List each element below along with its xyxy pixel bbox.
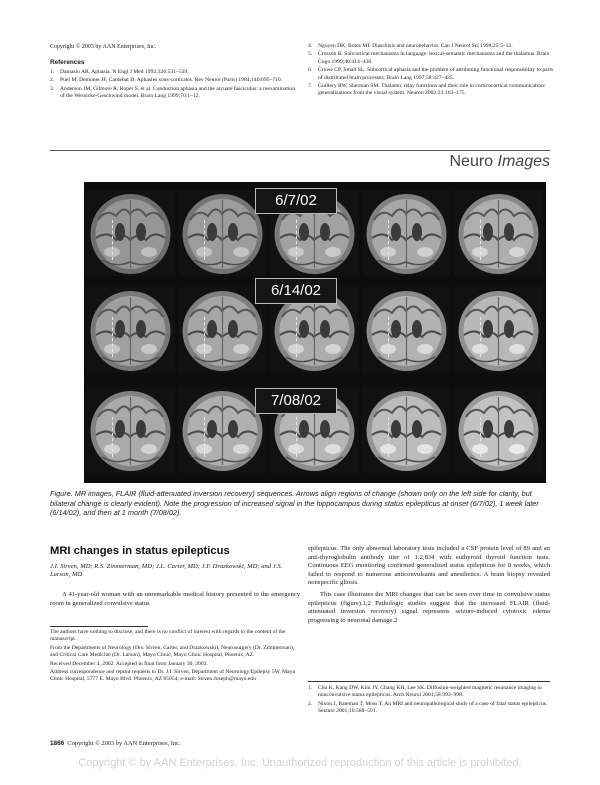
mri-slice-image (86, 387, 175, 473)
footnote-rule (50, 626, 148, 627)
alignment-arrow (204, 417, 205, 457)
footnote: Address correspondence and reprint requests to Dr. J.I. Sirven, Department of Neurology/Epilepsy 5W, Mayo Clinic Hospital, 5777 E. Mayo Blvd. Phoenix, AZ 85054; e-mail: Sirven.Joseph@mayo.edu (50, 669, 296, 683)
mri-slice-image (178, 190, 267, 276)
reference-item: 6. Crowe CP, Small SL. Subcortical aphasia and the problem of attributing functional responsibility to parts of distributed brain processes. Brain Lang 1997;58:427–435. (308, 67, 554, 81)
alignment-arrow (296, 317, 297, 357)
references-list-right (308, 43, 558, 98)
reference-item: 1. Damasio AR. Aphasia. N Engl J Med 1992;326:531–539. (50, 69, 189, 75)
top-right-column (308, 43, 558, 99)
alignment-arrow (296, 220, 297, 260)
top-left-column (50, 43, 300, 102)
footnote: The authors have nothing to disclose, and there is no conflict of interest with regards to the content of the manuscript. (50, 629, 286, 643)
alignment-arrow (112, 417, 113, 457)
mri-slice-image (454, 287, 543, 373)
page-footer (50, 740, 181, 747)
page-number: 1866 (50, 740, 65, 747)
watermark: Copyright © by AAN Enterprises, Inc. Unauthorized reproduction of this article is prohibited. (78, 757, 522, 769)
section-divider (50, 150, 550, 151)
alignment-arrow (480, 220, 481, 260)
footnotes (50, 629, 300, 685)
reference-item: 2. Puel M, Demonet JF, Cardebat D. Aphasies sous-corticales. Rev Neurol (Paris) 1984;140:695–710. (50, 77, 283, 84)
alignment-arrow (388, 417, 389, 457)
references-rule (308, 681, 550, 682)
alignment-arrow (480, 417, 481, 457)
article-body (308, 545, 550, 628)
article-title: MRI changes in status epilepticus (50, 545, 230, 557)
reference-item: 7. Guillery RW, Sherman SM. Thalamic relay functions and their role in corticocortical communication: generalizations from the visual system. Neuron 2002;33:163–175. (308, 83, 546, 97)
footer-copyright: Copyright © 2003 by AAN Enterprises, Inc. (67, 740, 181, 747)
mri-slice-image (178, 387, 267, 473)
mri-figure (84, 182, 546, 483)
mri-slice-image (86, 190, 175, 276)
date-label-2: 6/14/02 (255, 278, 337, 304)
reference-item: 1. Chu K, Kang DW, Kim JY, Chang KH, Lee SK. Diffusion-weighted magnetic resonance imaging in nonconvulsive status epilepticus. Arch Neurol 2001;58:993–998. (308, 685, 542, 699)
alignment-arrow (388, 317, 389, 357)
alignment-arrow (388, 220, 389, 260)
section-title: Neuro Images (449, 153, 550, 170)
date-label-3: 7/08/02 (255, 388, 337, 414)
alignment-arrow (296, 417, 297, 457)
mri-slice-image (362, 287, 451, 373)
body-paragraph: This case illustrates the MRI changes that can be seen over time in convulsive status epilepticus (figure).1,2 Pathologic studies suggest that the increased FLAIR (fluid-attenuated inversion recovery) signal represents seizure-induced cytotoxic edema progressing to neuronal damage.2 (308, 590, 550, 624)
body-paragraph: epilepticus. The only abnormal laboratory tests included a CSF protein level of 89 and an anti-thyroglobulin antibody titer of 1:2,834 with euthyroid thyroid function tests. Continuous EEG monitoring confirmed generalized status epilepticus for 8 weeks, which failed to respond to numerous anticonvulsants and anesthetics. A brain biopsy revealed nonspecific gliosis. (308, 545, 550, 587)
footnote: Received December 4, 2002. Accepted in final form January 30, 2003. (50, 660, 208, 667)
reference-item: 3. Anderson JM, Gilmore R, Roper S, et al. Conduction aphasia and the arcuate fasciculus: a reexamination of the Wernicke-Geschwind model. Brain Lang 1999;70:1–12. (50, 85, 296, 100)
mri-slice-image (362, 190, 451, 276)
alignment-arrow (204, 220, 205, 260)
alignment-arrow (480, 317, 481, 357)
reference-item: 5. Crosson B. Subcortical mechanisms in language: lexical-semantic mechanisms and the thalamus. Brain Cogn 1999;40:414–438. (308, 51, 550, 65)
top-copyright: Copyright © 2003 by AAN Enterprises, Inc. (50, 44, 157, 50)
article-references (308, 685, 550, 717)
alignment-arrow (204, 317, 205, 357)
references-list-left (50, 69, 300, 101)
reference-item: 4. Nguyen DK, Botez MI. Diaschisis and neurobehavior. Can J Neurol Sci 1998;25:5–12. (308, 43, 513, 49)
mri-slice-image (86, 287, 175, 373)
mri-slice-image (362, 387, 451, 473)
alignment-arrow (112, 220, 113, 260)
article-authors: J.I. Sirven, MD; R.S. Zimmerman, MD; J.L. Carter, MD; J.F. Drazkowski, MD; and J.S. Larson, MD (50, 563, 283, 579)
figure-caption: Figure. MR images, FLAIR (fluid-attenuated inversion recovery) sequences. Arrows align regions of change (shown only on the left side for clarity, but bilateral change is clearly evident). Note the progression of increased signal in the hippocampus during status epilepticus at onset (6/7/02), 1 week later (6/14/02), and then at 1 month (7/08/02). (50, 489, 539, 518)
footnote: From the Departments of Neurology (Drs. Sirven, Carter, and Drazkowski), Neurosurgery (Dr. Zimmerman), and Critical Care Medicine (Dr. Larson), Mayo Clinic, Mayo Clinic Hospital, Phoenix, AZ. (50, 644, 295, 659)
references-heading: References (50, 59, 85, 66)
alignment-arrow (112, 317, 113, 357)
article-intro: A 41-year-old woman with an unremarkable medical history presented to the emergency room in generalized convulsive status (50, 591, 300, 607)
reference-item: 2. Nixon J, Bateman T, Moss T. An MRI and neuropathological study of a case of fatal status epilepticus. Seizure 2001;10:588–591. (308, 700, 548, 715)
mri-slice-image (454, 190, 543, 276)
mri-slice-image (178, 287, 267, 373)
mri-slice-image (454, 387, 543, 473)
date-label-1: 6/7/02 (255, 188, 337, 214)
